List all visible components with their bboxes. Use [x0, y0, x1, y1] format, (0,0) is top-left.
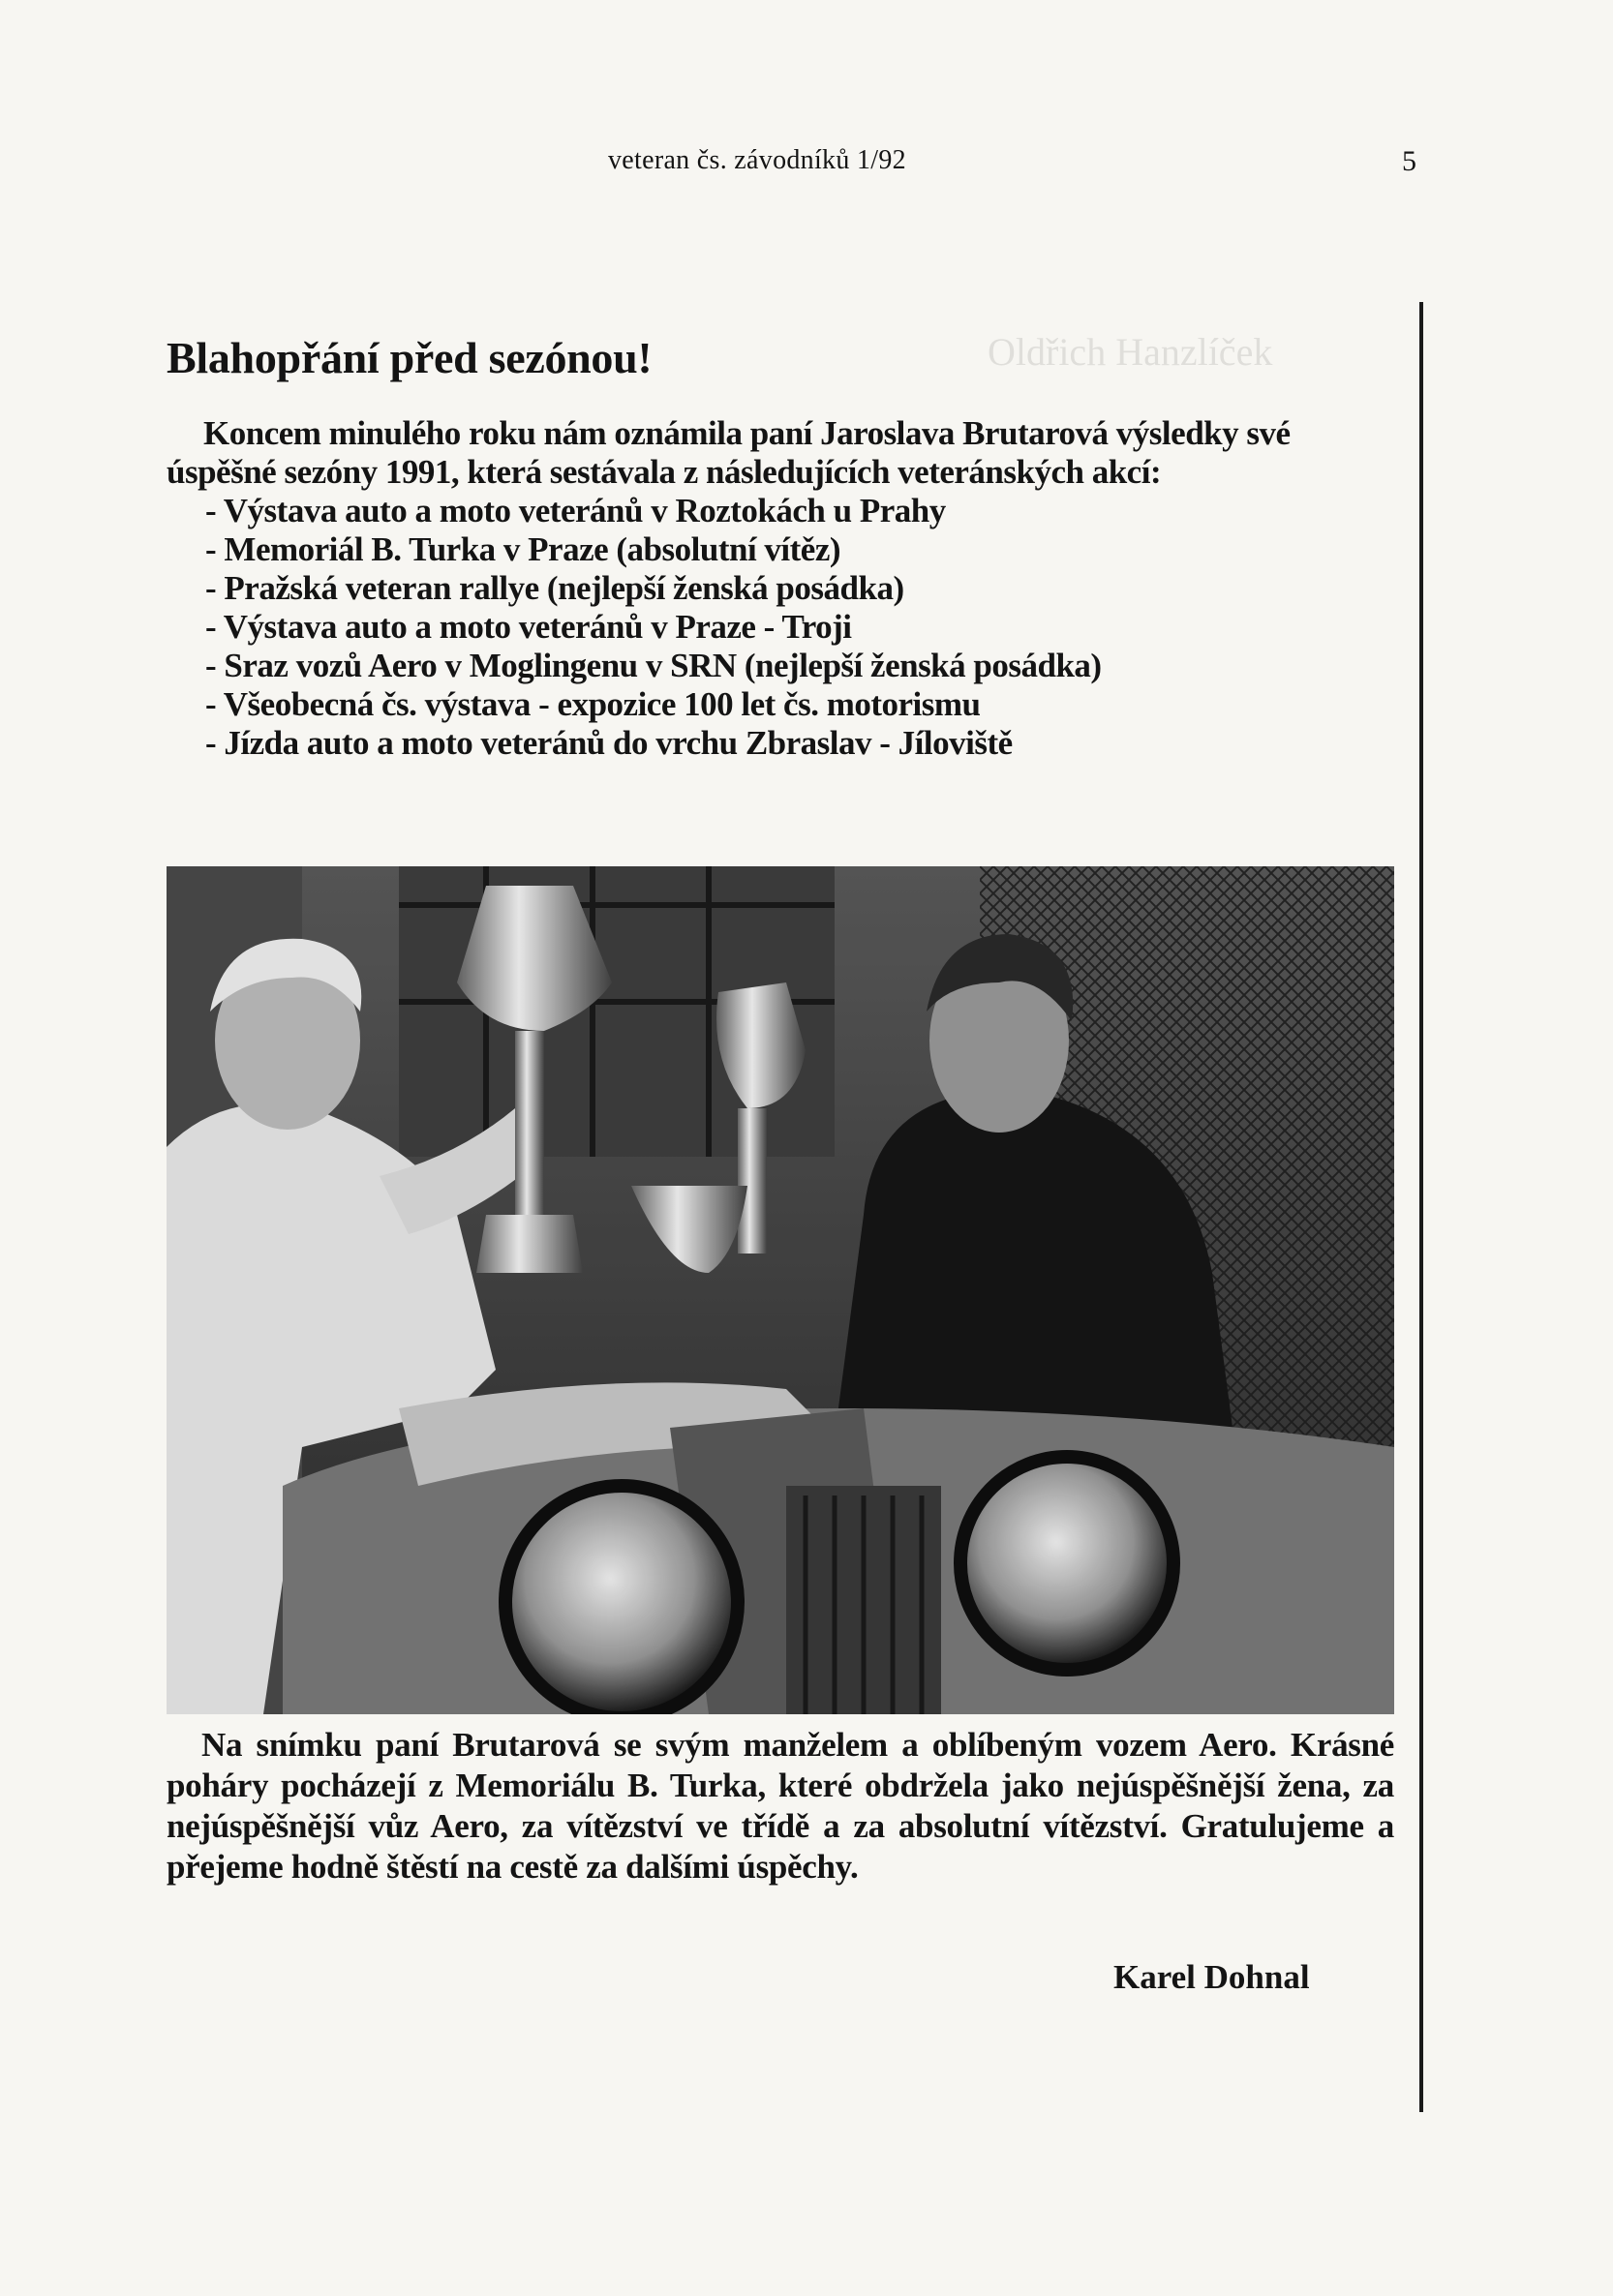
article-author: Karel Dohnal [1113, 1958, 1310, 1996]
list-item: - Výstava auto a moto veteránů v Praze - Troji [205, 608, 852, 646]
list-item: - Sraz vozů Aero v Moglingenu v SRN (nejlepší ženská posádka) [205, 647, 1102, 684]
photo-illustration-icon [167, 866, 1394, 1714]
list-item: - Jízda auto a moto veteránů do vrchu Zbraslav - Jíloviště [205, 724, 1013, 762]
intro-paragraph: Koncem minulého roku nám oznámila paní Jaroslava Brutarová výsledky své úspěšné sezóny 1991, která sestávala z následujících veteránských akcí: [167, 414, 1291, 491]
list-item: - Pražská veteran rallye (nejlepší ženská posádka) [205, 569, 904, 607]
running-title: veteran čs. závodníků 1/92 [608, 145, 906, 175]
event-list [167, 492, 1404, 763]
article-photo [167, 866, 1394, 1714]
article-intro [167, 414, 1404, 763]
photo-caption: Na snímku paní Brutarová se svým manželem a oblíbeným vozem Aero. Krásné poháry pocházejí z Memoriálu B. Turka, které obdržela jako nejúspěšnější žena, za nejúspěšnější vůz Aero, za vítězství ve třídě a za absolutní vítězství. Gratulujeme a přejeme hodně štěstí na cestě za dalšími úspěchy. [167, 1726, 1394, 1886]
column-rule [1419, 302, 1423, 2112]
bleed-through-title: Oldřich Hanzlíček [988, 330, 1273, 374]
list-item: - Všeobecná čs. výstava - expozice 100 let čs. motorismu [205, 685, 981, 723]
list-item: - Výstava auto a moto veteránů v Roztokách u Prahy [205, 492, 946, 529]
list-item: - Memoriál B. Turka v Praze (absolutní vítěz) [205, 530, 841, 568]
page-number: 5 [1402, 145, 1416, 177]
article-title: Blahopřání před sezónou! [167, 332, 653, 382]
